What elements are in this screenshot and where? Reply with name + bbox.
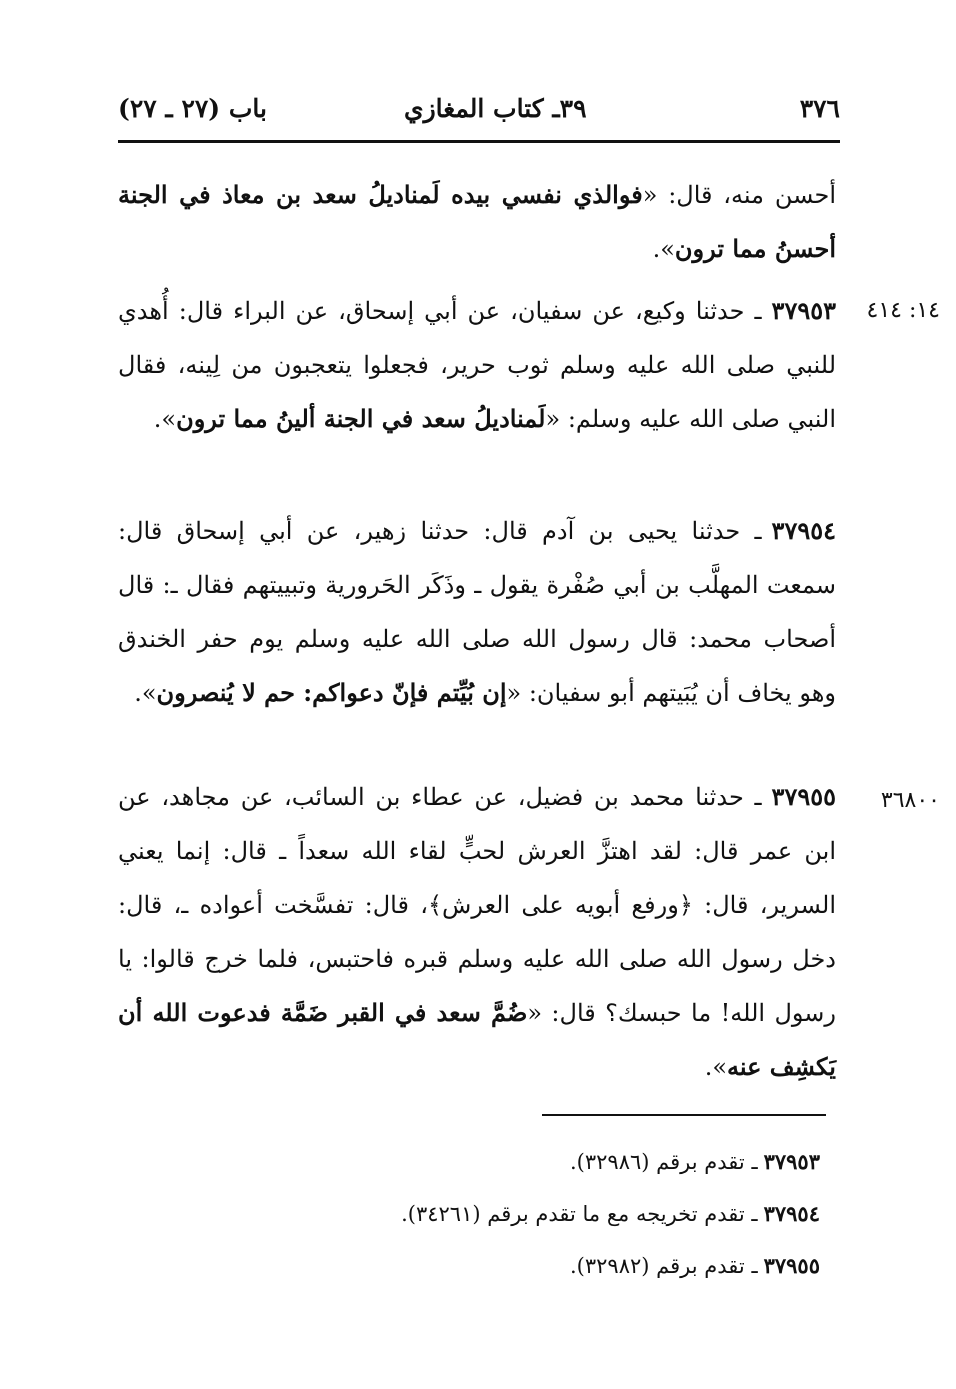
page-header	[118, 94, 840, 134]
page-number: ٣٧٦	[799, 94, 840, 123]
footnote-number: ٣٧٩٥٤	[763, 1201, 820, 1226]
footnote-divider	[542, 1114, 826, 1116]
footnote-text: ـ تقدم تخريجه مع ما تقدم برقم (٣٤٢٦١).	[401, 1202, 758, 1226]
quoted-saying: ضُمَّ سعد في القبر ضَمَّة فدعوت الله أن يَكشِف عنه	[118, 998, 836, 1081]
hadith-37953	[118, 284, 836, 446]
quoted-saying: إن بُيِّتم فإنّ دعواكم: حم لا يُنصرون	[156, 678, 507, 707]
footnote-text: ـ تقدم برقم (٣٢٩٨٢).	[570, 1254, 758, 1278]
footnote	[300, 1240, 820, 1292]
footnote	[300, 1188, 820, 1240]
footnote	[300, 1136, 820, 1188]
footnotes	[300, 1136, 820, 1292]
text-segment: ـ حدثنا محمد بن فضيل، عن عطاء بن السائب، عن مجاهد، عن ابن عمر قال: لقد اهتزَّ العرش لحبٍّ لقاء الله سعداً ـ قال: إنما يعني السرير، قال: ﴿ورفع أبويه على العرش﴾، قال: تفسَّخت أعواده ـ، قال: دخل رسول الله صلى الله عليه وسلم قبره فاحتبس، فلما خرج قالوا: يا رسول الله! ما حبسك؟ قال: «	[118, 783, 837, 1027]
hadith-number: ٣٧٩٥٣	[771, 296, 836, 325]
text-segment: ».	[134, 679, 157, 707]
hadith-number: ٣٧٩٥٥	[771, 782, 836, 811]
chapter-label: باب (٢٧ ـ ٢٧)	[118, 94, 267, 123]
footnote-number: ٣٧٩٥٣	[763, 1149, 820, 1174]
text-segment: أحسن منه، قال: «	[642, 181, 836, 209]
book-title: ٣٩ـ كتاب المغازي	[404, 94, 587, 123]
quoted-saying: لَمناديلُ سعد في الجنة ألينُ مما ترون	[176, 404, 546, 433]
text-segment: ».	[704, 1053, 728, 1081]
margin-reference: ٣٦٨٠٠	[880, 788, 940, 813]
hadith-number: ٣٧٩٥٤	[771, 516, 836, 545]
footnote-number: ٣٧٩٥٥	[763, 1253, 820, 1278]
hadith-37954	[118, 504, 836, 720]
hadith-37955	[118, 770, 836, 1094]
text-segment: ».	[153, 405, 177, 433]
header-divider	[118, 140, 840, 143]
footnote-text: ـ تقدم برقم (٣٢٩٨٦).	[570, 1150, 758, 1174]
margin-reference: ١٤: ٤١٤	[866, 298, 940, 323]
quoted-saying: فوالذي نفسي بيده لَمناديلُ سعد بن معاذ في الجنة أحسنُ مما ترون	[118, 180, 836, 263]
text-segment: ».	[652, 235, 675, 263]
text-segment: ـ حدثنا يحيى بن آدم قال: حدثنا زهير، عن أبي إسحاق قال: سمعت المهلَّب بن أبي صُفْرة يقول ـ وذَكَر الحَرورية وتبييتهم فقال ـ: قال أصحاب محمد: قال رسول الله صلى الله عليه وسلم يوم حفر الخندق وهو يخاف أن يُبَيتهم أبو سفيان: «	[118, 517, 836, 707]
text-segment: ـ حدثنا وكيع، عن سفيان، عن أبي إسحاق، عن البراء قال: أُهدي للنبي صلى الله عليه وسلم ثوب حرير، فجعلوا يتعجبون من لِينه، فقال النبي صلى الله عليه وسلم: «	[118, 297, 837, 433]
hadith-continuation	[118, 168, 836, 276]
